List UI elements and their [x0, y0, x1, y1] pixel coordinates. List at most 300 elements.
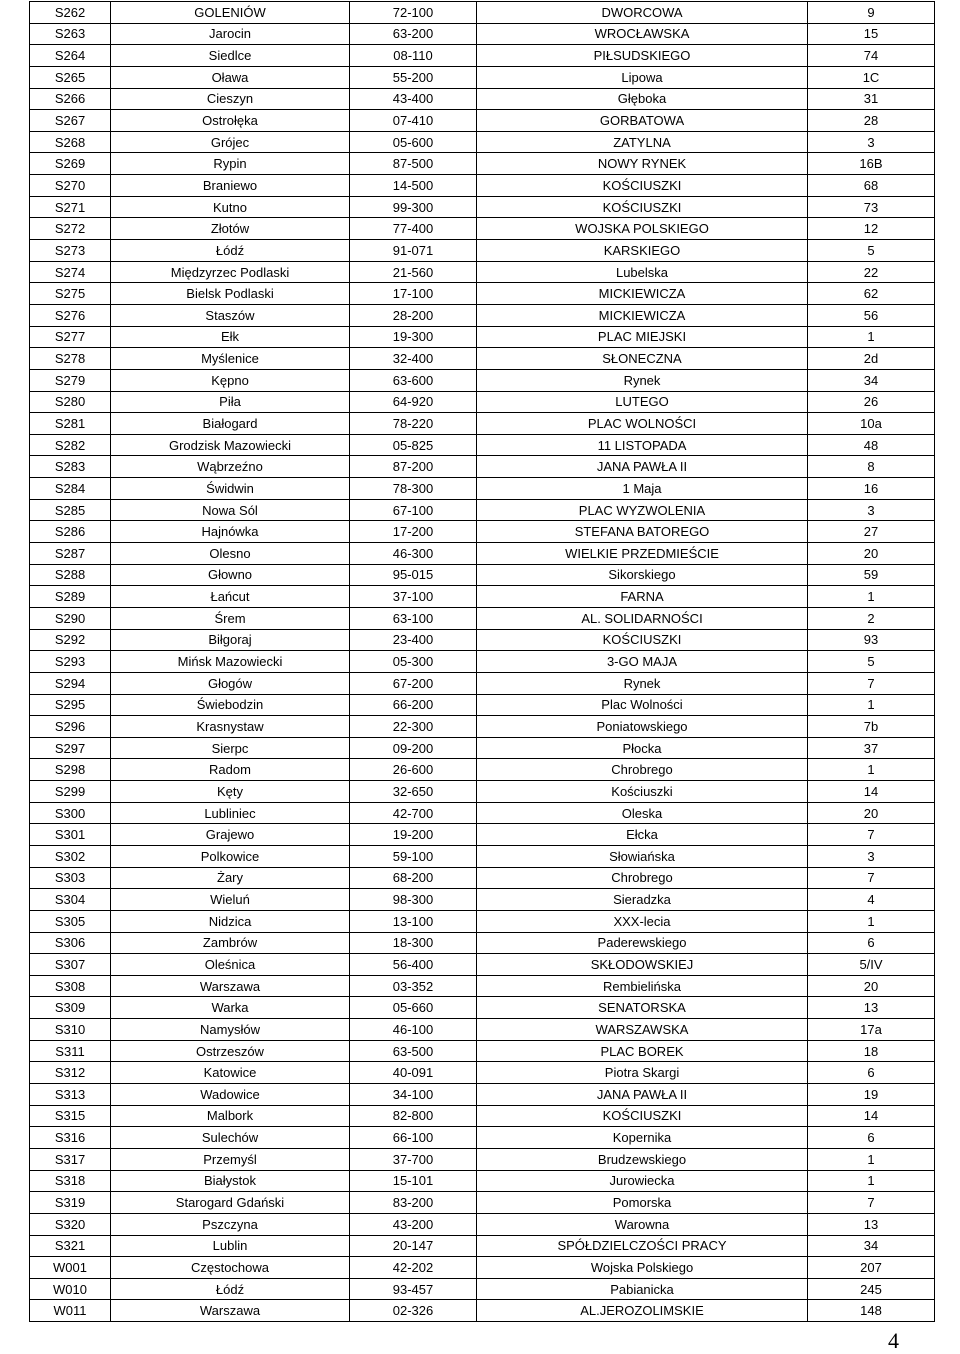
- postal-code-cell: 42-700: [350, 802, 477, 824]
- table-row: [30, 672, 935, 694]
- postal-code-cell: 40-091: [350, 1062, 477, 1084]
- city-cell: Łódź: [111, 1278, 350, 1300]
- table-row: [30, 1019, 935, 1041]
- street-cell: Plac Wolności: [477, 694, 808, 716]
- building-number-cell: 59: [808, 564, 935, 586]
- street-cell: Wojska Polskiego: [477, 1257, 808, 1279]
- city-cell: Żary: [111, 867, 350, 889]
- city-cell: Olesno: [111, 543, 350, 565]
- street-cell: KOŚCIUSZKI: [477, 629, 808, 651]
- city-cell: Warszawa: [111, 1300, 350, 1322]
- postal-code-cell: 42-202: [350, 1257, 477, 1279]
- city-cell: Zambrów: [111, 932, 350, 954]
- table-row: [30, 1278, 935, 1300]
- building-number-cell: 5/IV: [808, 954, 935, 976]
- table-row: [30, 975, 935, 997]
- street-cell: Sieradzka: [477, 889, 808, 911]
- postal-code-cell: 56-400: [350, 954, 477, 976]
- building-number-cell: 68: [808, 175, 935, 197]
- street-cell: Płocka: [477, 737, 808, 759]
- location-code-cell: S304: [30, 889, 111, 911]
- building-number-cell: 17a: [808, 1019, 935, 1041]
- postal-code-cell: 64-920: [350, 391, 477, 413]
- building-number-cell: 7: [808, 867, 935, 889]
- location-code-cell: S281: [30, 413, 111, 435]
- postal-code-cell: 09-200: [350, 737, 477, 759]
- table-row: [30, 2, 935, 24]
- postal-code-cell: 26-600: [350, 759, 477, 781]
- city-cell: Nowa Sól: [111, 499, 350, 521]
- street-cell: Brudzewskiego: [477, 1148, 808, 1170]
- postal-code-cell: 05-825: [350, 434, 477, 456]
- table-row: [30, 1257, 935, 1279]
- postal-code-cell: 28-200: [350, 304, 477, 326]
- street-cell: Chrobrego: [477, 867, 808, 889]
- location-code-cell: S266: [30, 88, 111, 110]
- table-row: [30, 651, 935, 673]
- city-cell: Międzyrzec Podlaski: [111, 261, 350, 283]
- location-code-cell: S320: [30, 1213, 111, 1235]
- location-code-cell: S299: [30, 781, 111, 803]
- location-code-cell: S277: [30, 326, 111, 348]
- postal-code-cell: 78-300: [350, 478, 477, 500]
- city-cell: Przemyśl: [111, 1148, 350, 1170]
- city-cell: Białogard: [111, 413, 350, 435]
- location-code-cell: S280: [30, 391, 111, 413]
- building-number-cell: 62: [808, 283, 935, 305]
- location-code-cell: S287: [30, 543, 111, 565]
- postal-code-cell: 55-200: [350, 66, 477, 88]
- location-code-cell: S312: [30, 1062, 111, 1084]
- street-cell: STEFANA BATOREGO: [477, 521, 808, 543]
- building-number-cell: 93: [808, 629, 935, 651]
- street-cell: Warowna: [477, 1213, 808, 1235]
- table-row: [30, 932, 935, 954]
- table-row: [30, 629, 935, 651]
- building-number-cell: 1: [808, 910, 935, 932]
- city-cell: Grajewo: [111, 824, 350, 846]
- postal-code-cell: 43-400: [350, 88, 477, 110]
- postal-code-cell: 99-300: [350, 196, 477, 218]
- table-row: [30, 737, 935, 759]
- city-cell: Śrem: [111, 607, 350, 629]
- location-code-cell: S301: [30, 824, 111, 846]
- table-row: [30, 478, 935, 500]
- city-cell: Piła: [111, 391, 350, 413]
- building-number-cell: 22: [808, 261, 935, 283]
- city-cell: Świebodzin: [111, 694, 350, 716]
- location-code-cell: S319: [30, 1192, 111, 1214]
- building-number-cell: 4: [808, 889, 935, 911]
- postal-code-cell: 95-015: [350, 564, 477, 586]
- postal-code-cell: 07-410: [350, 110, 477, 132]
- building-number-cell: 15: [808, 23, 935, 45]
- postal-code-cell: 05-600: [350, 131, 477, 153]
- building-number-cell: 14: [808, 781, 935, 803]
- location-code-cell: S284: [30, 478, 111, 500]
- table-row: [30, 499, 935, 521]
- postal-code-cell: 03-352: [350, 975, 477, 997]
- street-cell: MICKIEWICZA: [477, 304, 808, 326]
- postal-code-cell: 87-500: [350, 153, 477, 175]
- building-number-cell: 7: [808, 1192, 935, 1214]
- location-code-cell: W011: [30, 1300, 111, 1322]
- building-number-cell: 1: [808, 586, 935, 608]
- city-cell: Cieszyn: [111, 88, 350, 110]
- street-cell: Rynek: [477, 369, 808, 391]
- city-cell: Starogard Gdański: [111, 1192, 350, 1214]
- location-code-cell: S293: [30, 651, 111, 673]
- table-row: [30, 304, 935, 326]
- page-number: 4: [888, 1328, 899, 1353]
- building-number-cell: 56: [808, 304, 935, 326]
- city-cell: Warszawa: [111, 975, 350, 997]
- postal-code-cell: 14-500: [350, 175, 477, 197]
- city-cell: Łańcut: [111, 586, 350, 608]
- table-row: [30, 45, 935, 67]
- postal-code-cell: 13-100: [350, 910, 477, 932]
- city-cell: Krasnystaw: [111, 716, 350, 738]
- street-cell: FARNA: [477, 586, 808, 608]
- location-code-cell: S271: [30, 196, 111, 218]
- table-row: [30, 543, 935, 565]
- street-cell: Sikorskiego: [477, 564, 808, 586]
- building-number-cell: 5: [808, 651, 935, 673]
- street-cell: Poniatowskiego: [477, 716, 808, 738]
- postal-code-cell: 72-100: [350, 2, 477, 24]
- building-number-cell: 31: [808, 88, 935, 110]
- table-row: [30, 997, 935, 1019]
- location-code-cell: S275: [30, 283, 111, 305]
- table-row: [30, 110, 935, 132]
- building-number-cell: 1C: [808, 66, 935, 88]
- city-cell: Ostrzeszów: [111, 1040, 350, 1062]
- location-code-cell: S265: [30, 66, 111, 88]
- location-code-cell: S306: [30, 932, 111, 954]
- street-cell: KARSKIEGO: [477, 240, 808, 262]
- building-number-cell: 13: [808, 997, 935, 1019]
- building-number-cell: 26: [808, 391, 935, 413]
- table-row: [30, 283, 935, 305]
- street-cell: PLAC BOREK: [477, 1040, 808, 1062]
- table-row: [30, 781, 935, 803]
- building-number-cell: 1: [808, 694, 935, 716]
- building-number-cell: 6: [808, 932, 935, 954]
- table-row: [30, 196, 935, 218]
- location-code-cell: S262: [30, 2, 111, 24]
- table-row: [30, 1062, 935, 1084]
- table-row: [30, 1105, 935, 1127]
- postal-code-cell: 32-400: [350, 348, 477, 370]
- street-cell: SŁONECZNA: [477, 348, 808, 370]
- city-cell: Świdwin: [111, 478, 350, 500]
- postal-code-cell: 19-200: [350, 824, 477, 846]
- table-row: [30, 175, 935, 197]
- table-row: [30, 240, 935, 262]
- location-code-cell: S274: [30, 261, 111, 283]
- street-cell: Oleska: [477, 802, 808, 824]
- postal-code-cell: 83-200: [350, 1192, 477, 1214]
- street-cell: AL.JEROZOLIMSKIE: [477, 1300, 808, 1322]
- location-code-cell: S289: [30, 586, 111, 608]
- city-cell: Oława: [111, 66, 350, 88]
- location-code-cell: S295: [30, 694, 111, 716]
- location-code-cell: S305: [30, 910, 111, 932]
- location-code-cell: S269: [30, 153, 111, 175]
- city-cell: Sulechów: [111, 1127, 350, 1149]
- location-code-cell: S296: [30, 716, 111, 738]
- location-code-cell: S270: [30, 175, 111, 197]
- building-number-cell: 3: [808, 499, 935, 521]
- location-code-cell: S308: [30, 975, 111, 997]
- building-number-cell: 20: [808, 975, 935, 997]
- table-row: [30, 391, 935, 413]
- postal-code-cell: 17-100: [350, 283, 477, 305]
- table-row: [30, 867, 935, 889]
- table-row: [30, 1235, 935, 1257]
- location-code-cell: S286: [30, 521, 111, 543]
- building-number-cell: 10a: [808, 413, 935, 435]
- building-number-cell: 73: [808, 196, 935, 218]
- city-cell: Głowno: [111, 564, 350, 586]
- street-cell: ZATYLNA: [477, 131, 808, 153]
- street-cell: Głęboka: [477, 88, 808, 110]
- table-row: [30, 824, 935, 846]
- city-cell: Grójec: [111, 131, 350, 153]
- building-number-cell: 245: [808, 1278, 935, 1300]
- city-cell: Grodzisk Mazowiecki: [111, 434, 350, 456]
- street-cell: JANA PAWŁA II: [477, 1084, 808, 1106]
- city-cell: Staszów: [111, 304, 350, 326]
- table-row: [30, 1084, 935, 1106]
- location-code-cell: S282: [30, 434, 111, 456]
- location-code-cell: S279: [30, 369, 111, 391]
- street-cell: Piotra Skargi: [477, 1062, 808, 1084]
- location-code-cell: S268: [30, 131, 111, 153]
- city-cell: Myślenice: [111, 348, 350, 370]
- postal-code-cell: 05-660: [350, 997, 477, 1019]
- postal-code-cell: 15-101: [350, 1170, 477, 1192]
- street-cell: AL. SOLIDARNOŚCI: [477, 607, 808, 629]
- table-row: [30, 1040, 935, 1062]
- building-number-cell: 2d: [808, 348, 935, 370]
- postal-code-cell: 78-220: [350, 413, 477, 435]
- table-row: [30, 1148, 935, 1170]
- table-row: [30, 369, 935, 391]
- building-number-cell: 5: [808, 240, 935, 262]
- city-cell: Siedlce: [111, 45, 350, 67]
- street-cell: XXX-lecia: [477, 910, 808, 932]
- postal-code-cell: 98-300: [350, 889, 477, 911]
- location-code-cell: S302: [30, 845, 111, 867]
- street-cell: Lubelska: [477, 261, 808, 283]
- postal-code-cell: 59-100: [350, 845, 477, 867]
- city-cell: Pszczyna: [111, 1213, 350, 1235]
- table-row: [30, 66, 935, 88]
- location-code-cell: S311: [30, 1040, 111, 1062]
- table-row: [30, 413, 935, 435]
- street-cell: WARSZAWSKA: [477, 1019, 808, 1041]
- postal-code-cell: 05-300: [350, 651, 477, 673]
- city-cell: Nidzica: [111, 910, 350, 932]
- location-code-cell: S309: [30, 997, 111, 1019]
- city-cell: Mińsk Mazowiecki: [111, 651, 350, 673]
- postal-code-cell: 82-800: [350, 1105, 477, 1127]
- street-cell: Chrobrego: [477, 759, 808, 781]
- building-number-cell: 20: [808, 802, 935, 824]
- location-code-cell: S278: [30, 348, 111, 370]
- city-cell: Namysłów: [111, 1019, 350, 1041]
- building-number-cell: 7: [808, 824, 935, 846]
- location-code-cell: S292: [30, 629, 111, 651]
- location-code-cell: S283: [30, 456, 111, 478]
- city-cell: Radom: [111, 759, 350, 781]
- table-row: [30, 1127, 935, 1149]
- city-cell: Wieluń: [111, 889, 350, 911]
- street-cell: Ełcka: [477, 824, 808, 846]
- building-number-cell: 34: [808, 369, 935, 391]
- postal-code-cell: 21-560: [350, 261, 477, 283]
- building-number-cell: 8: [808, 456, 935, 478]
- location-code-cell: S276: [30, 304, 111, 326]
- city-cell: Hajnówka: [111, 521, 350, 543]
- building-number-cell: 14: [808, 1105, 935, 1127]
- street-cell: MICKIEWICZA: [477, 283, 808, 305]
- building-number-cell: 207: [808, 1257, 935, 1279]
- street-cell: LUTEGO: [477, 391, 808, 413]
- building-number-cell: 148: [808, 1300, 935, 1322]
- city-cell: Lublin: [111, 1235, 350, 1257]
- location-code-cell: S273: [30, 240, 111, 262]
- location-code-cell: W001: [30, 1257, 111, 1279]
- building-number-cell: 6: [808, 1127, 935, 1149]
- street-cell: Kościuszki: [477, 781, 808, 803]
- location-code-cell: W010: [30, 1278, 111, 1300]
- building-number-cell: 13: [808, 1213, 935, 1235]
- street-cell: PLAC WYZWOLENIA: [477, 499, 808, 521]
- postal-code-cell: 32-650: [350, 781, 477, 803]
- table-row: [30, 131, 935, 153]
- street-cell: SPÓŁDZIELCZOŚCI PRACY: [477, 1235, 808, 1257]
- location-code-cell: S317: [30, 1148, 111, 1170]
- postal-code-cell: 77-400: [350, 218, 477, 240]
- street-cell: 3-GO MAJA: [477, 651, 808, 673]
- table-row: [30, 845, 935, 867]
- table-row: [30, 218, 935, 240]
- street-cell: KOŚCIUSZKI: [477, 1105, 808, 1127]
- street-cell: KOŚCIUSZKI: [477, 175, 808, 197]
- table-row: [30, 694, 935, 716]
- postal-code-cell: 02-326: [350, 1300, 477, 1322]
- table-row: [30, 889, 935, 911]
- table-row: [30, 1192, 935, 1214]
- city-cell: Częstochowa: [111, 1257, 350, 1279]
- postal-code-cell: 18-300: [350, 932, 477, 954]
- postal-code-cell: 22-300: [350, 716, 477, 738]
- city-cell: Łódź: [111, 240, 350, 262]
- building-number-cell: 6: [808, 1062, 935, 1084]
- table-row: [30, 326, 935, 348]
- postal-code-cell: 08-110: [350, 45, 477, 67]
- postal-code-cell: 91-071: [350, 240, 477, 262]
- table-row: [30, 1300, 935, 1322]
- table-row: [30, 23, 935, 45]
- location-code-cell: S294: [30, 672, 111, 694]
- street-cell: Kopernika: [477, 1127, 808, 1149]
- street-cell: PLAC WOLNOŚCI: [477, 413, 808, 435]
- city-cell: Biłgoraj: [111, 629, 350, 651]
- street-cell: Rynek: [477, 672, 808, 694]
- postal-code-cell: 66-200: [350, 694, 477, 716]
- city-cell: Białystok: [111, 1170, 350, 1192]
- table-row: [30, 759, 935, 781]
- street-cell: SKŁODOWSKIEJ: [477, 954, 808, 976]
- table-row: [30, 716, 935, 738]
- city-cell: Złotów: [111, 218, 350, 240]
- city-cell: Rypin: [111, 153, 350, 175]
- postal-code-cell: 87-200: [350, 456, 477, 478]
- location-code-cell: S313: [30, 1084, 111, 1106]
- city-cell: Oleśnica: [111, 954, 350, 976]
- postal-code-cell: 19-300: [350, 326, 477, 348]
- street-cell: 1 Maja: [477, 478, 808, 500]
- table-row: [30, 434, 935, 456]
- building-number-cell: 3: [808, 845, 935, 867]
- table-row: [30, 348, 935, 370]
- building-number-cell: 34: [808, 1235, 935, 1257]
- building-number-cell: 28: [808, 110, 935, 132]
- table-row: [30, 564, 935, 586]
- building-number-cell: 27: [808, 521, 935, 543]
- postal-code-cell: 46-100: [350, 1019, 477, 1041]
- city-cell: Wąbrzeźno: [111, 456, 350, 478]
- street-cell: GORBATOWA: [477, 110, 808, 132]
- building-number-cell: 48: [808, 434, 935, 456]
- street-cell: KOŚCIUSZKI: [477, 196, 808, 218]
- postal-code-cell: 67-200: [350, 672, 477, 694]
- street-cell: NOWY RYNEK: [477, 153, 808, 175]
- location-code-cell: S307: [30, 954, 111, 976]
- postal-code-cell: 34-100: [350, 1084, 477, 1106]
- location-code-cell: S297: [30, 737, 111, 759]
- table-row: [30, 261, 935, 283]
- city-cell: Braniewo: [111, 175, 350, 197]
- building-number-cell: 18: [808, 1040, 935, 1062]
- location-code-cell: S285: [30, 499, 111, 521]
- location-code-cell: S272: [30, 218, 111, 240]
- city-cell: Warka: [111, 997, 350, 1019]
- building-number-cell: 9: [808, 2, 935, 24]
- building-number-cell: 7: [808, 672, 935, 694]
- city-cell: Ostrołęka: [111, 110, 350, 132]
- street-cell: PLAC MIEJSKI: [477, 326, 808, 348]
- building-number-cell: 19: [808, 1084, 935, 1106]
- street-cell: WOJSKA POLSKIEGO: [477, 218, 808, 240]
- street-cell: Pabianicka: [477, 1278, 808, 1300]
- street-cell: Paderewskiego: [477, 932, 808, 954]
- table-row: [30, 521, 935, 543]
- table-row: [30, 954, 935, 976]
- location-code-cell: S316: [30, 1127, 111, 1149]
- city-cell: Polkowice: [111, 845, 350, 867]
- street-cell: WROCŁAWSKA: [477, 23, 808, 45]
- location-code-cell: S318: [30, 1170, 111, 1192]
- location-code-cell: S310: [30, 1019, 111, 1041]
- building-number-cell: 3: [808, 131, 935, 153]
- postal-code-cell: 66-100: [350, 1127, 477, 1149]
- street-cell: Jurowiecka: [477, 1170, 808, 1192]
- city-cell: Głogów: [111, 672, 350, 694]
